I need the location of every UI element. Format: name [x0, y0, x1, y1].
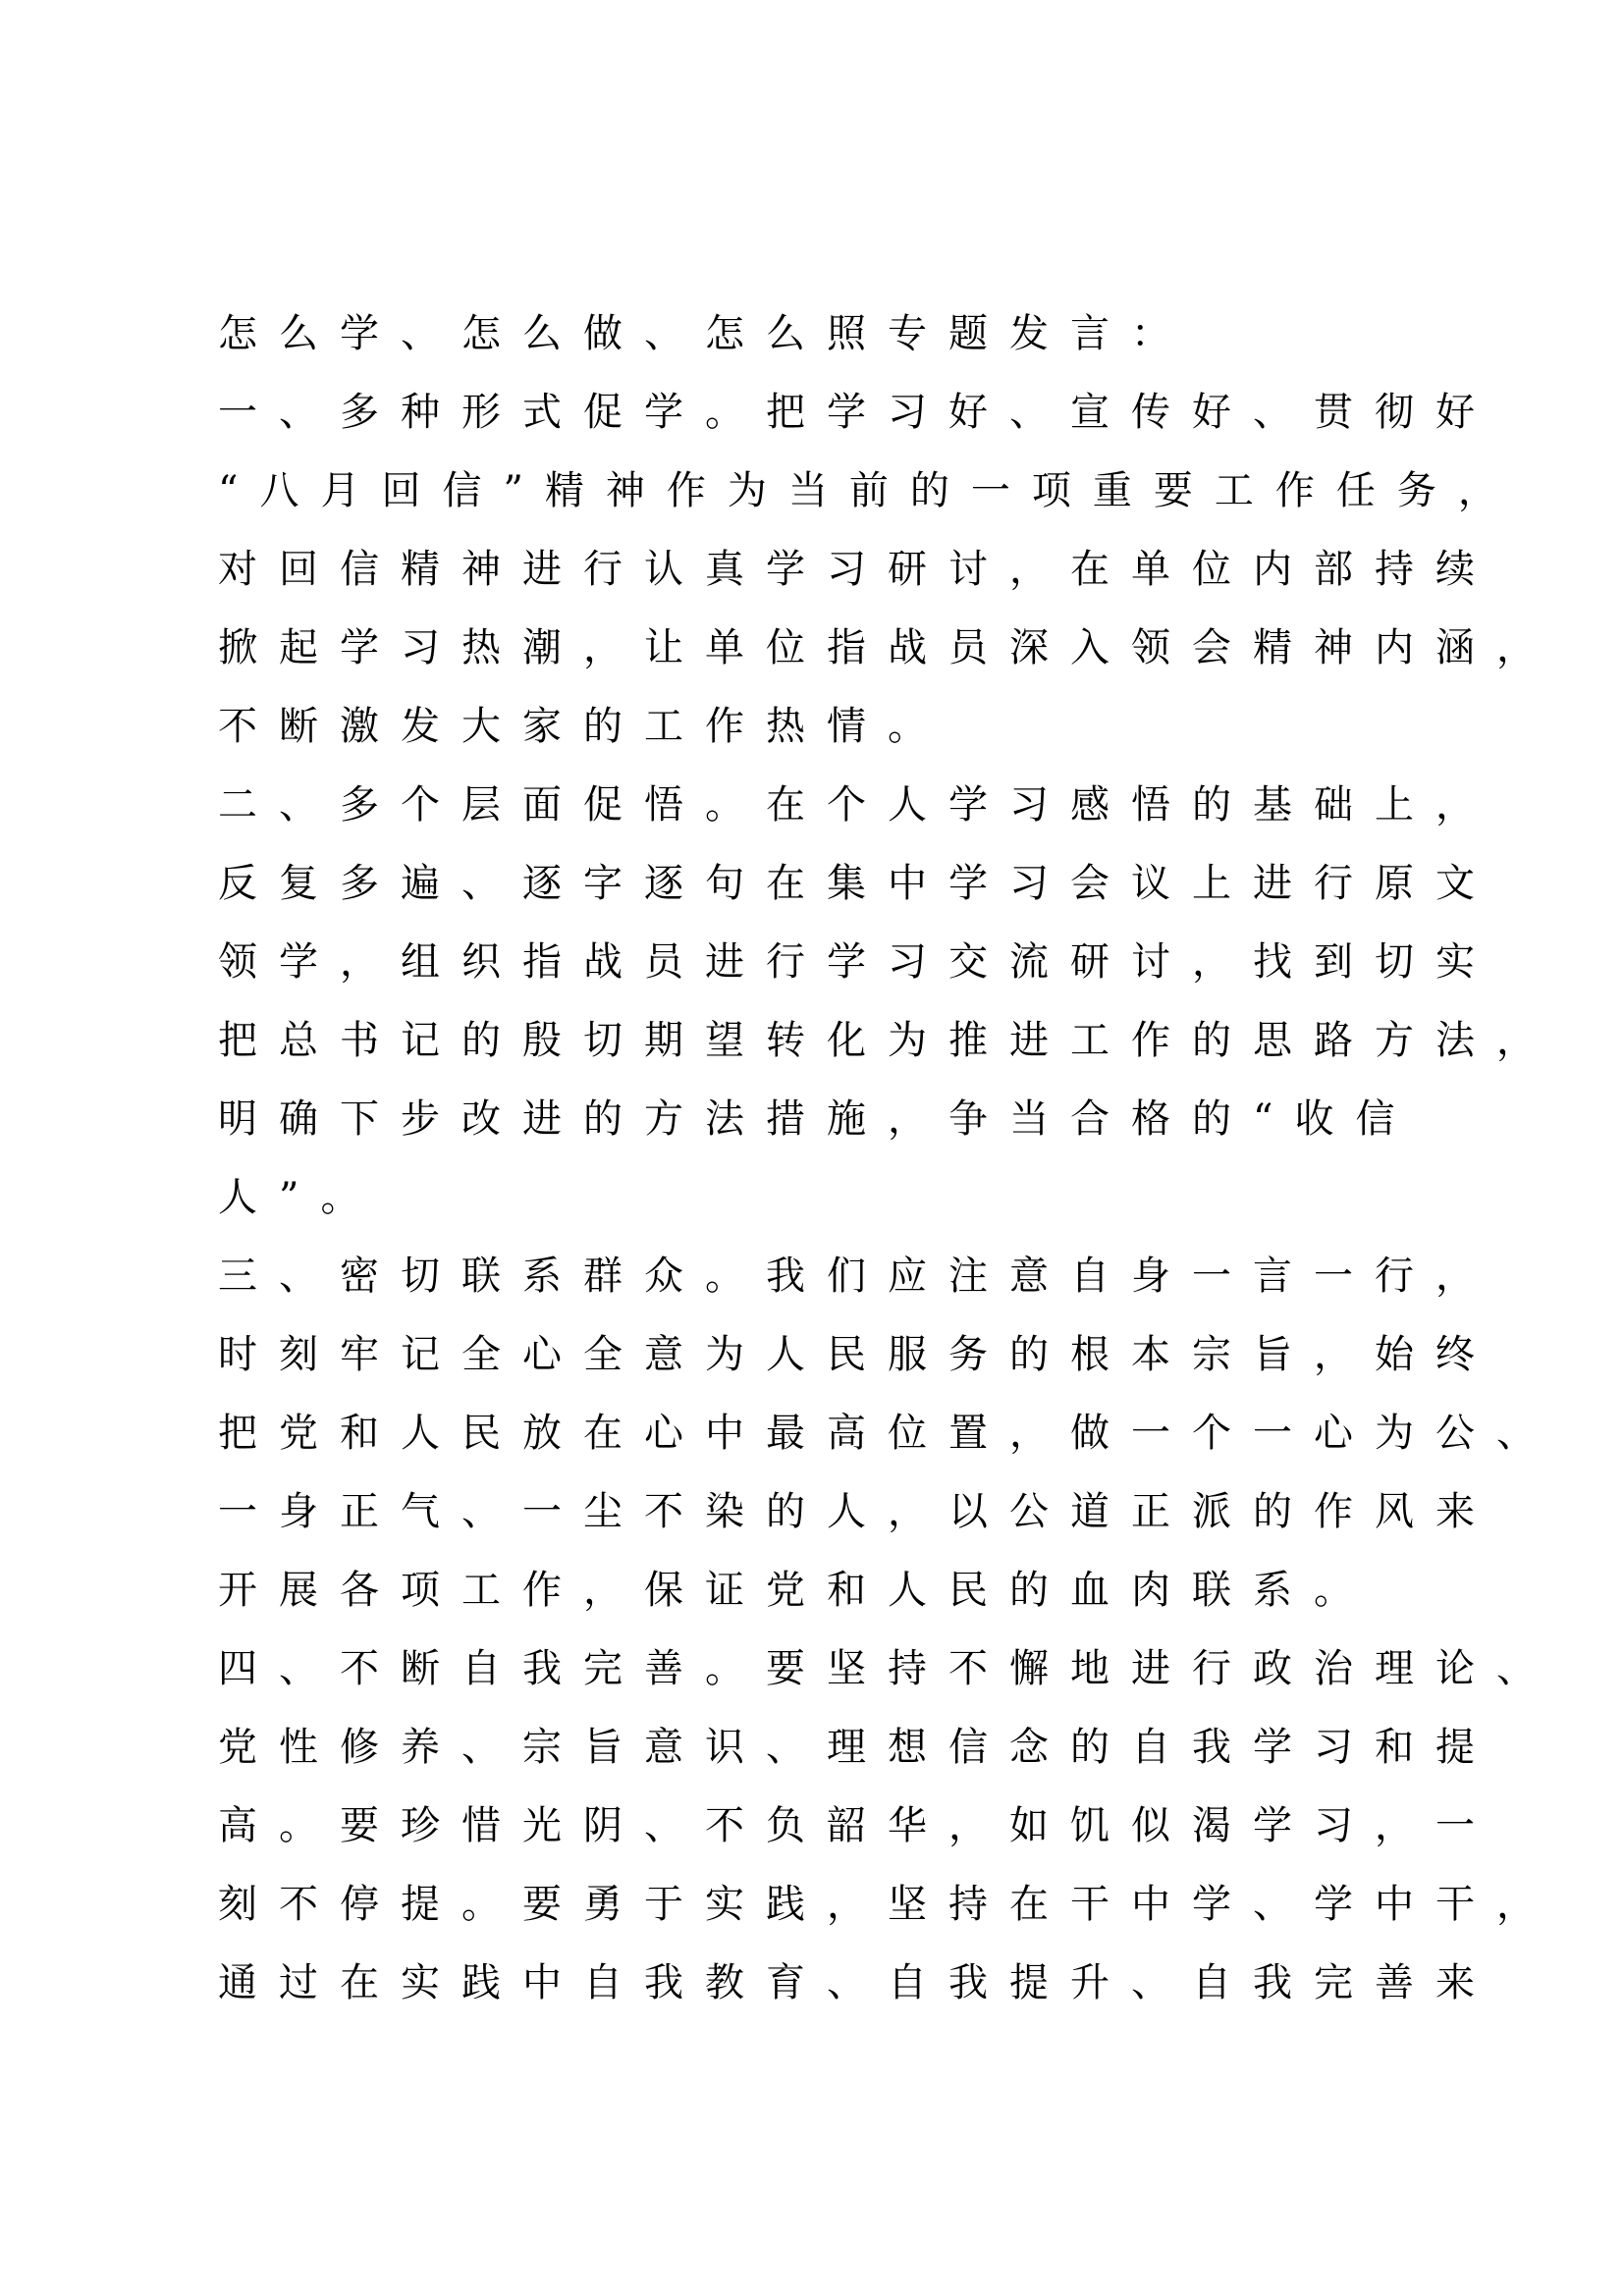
paragraph-line: 开展各项工作，保证党和人民的血肉联系。 [218, 1568, 1375, 1613]
paragraph-line: 刻不停提。要勇于实践，坚持在干中学、学中干， [218, 1882, 1557, 1927]
paragraph-line: 时刻牢记全心全意为人民服务的根本宗旨，始终 [218, 1332, 1496, 1377]
paragraph-line: 通过在实践中自我教育、自我提升、自我完善来 [218, 1960, 1496, 2005]
paragraph-line: 一身正气、一尘不染的人，以公道正派的作风来 [218, 1489, 1496, 1534]
paragraph-line: 一、多种形式促学。把学习好、宣传好、贯彻好 [218, 390, 1496, 435]
paragraph-line: 不断激发大家的工作热情。 [218, 704, 948, 749]
paragraph-line: 把党和人民放在心中最高位置，做一个一心为公、 [218, 1411, 1557, 1456]
document-body [218, 294, 1557, 2022]
paragraph-line: “八月回信”精神作为当前的一项重要工作任务， [218, 468, 1519, 513]
paragraph-line: 把总书记的殷切期望转化为推进工作的思路方法， [218, 1018, 1557, 1063]
paragraph-line: 高。要珍惜光阴、不负韶华，如饥似渴学习，一 [218, 1803, 1496, 1848]
paragraph-line: 党性修养、宗旨意识、理想信念的自我学习和提 [218, 1725, 1496, 1770]
paragraph-line: 四、不断自我完善。要坚持不懈地进行政治理论、 [218, 1646, 1557, 1691]
paragraph-line: 明确下步改进的方法措施，争当合格的“收信 [218, 1096, 1417, 1142]
paragraph-line: 领学，组织指战员进行学习交流研讨，找到切实 [218, 939, 1496, 985]
document-title: 怎么学、怎么做、怎么照专题发言： [218, 311, 1192, 356]
paragraph-line: 人”。 [218, 1175, 382, 1220]
paragraph-line: 对回信精神进行认真学习研讨，在单位内部持续 [218, 547, 1496, 592]
paragraph-line: 三、密切联系群众。我们应注意自身一言一行， [218, 1254, 1496, 1299]
paragraph-line: 掀起学习热潮，让单位指战员深入领会精神内涵， [218, 625, 1557, 670]
paragraph-line: 二、多个层面促悟。在个人学习感悟的基础上， [218, 782, 1496, 828]
paragraph-line: 反复多遍、逐字逐句在集中学习会议上进行原文 [218, 861, 1496, 906]
